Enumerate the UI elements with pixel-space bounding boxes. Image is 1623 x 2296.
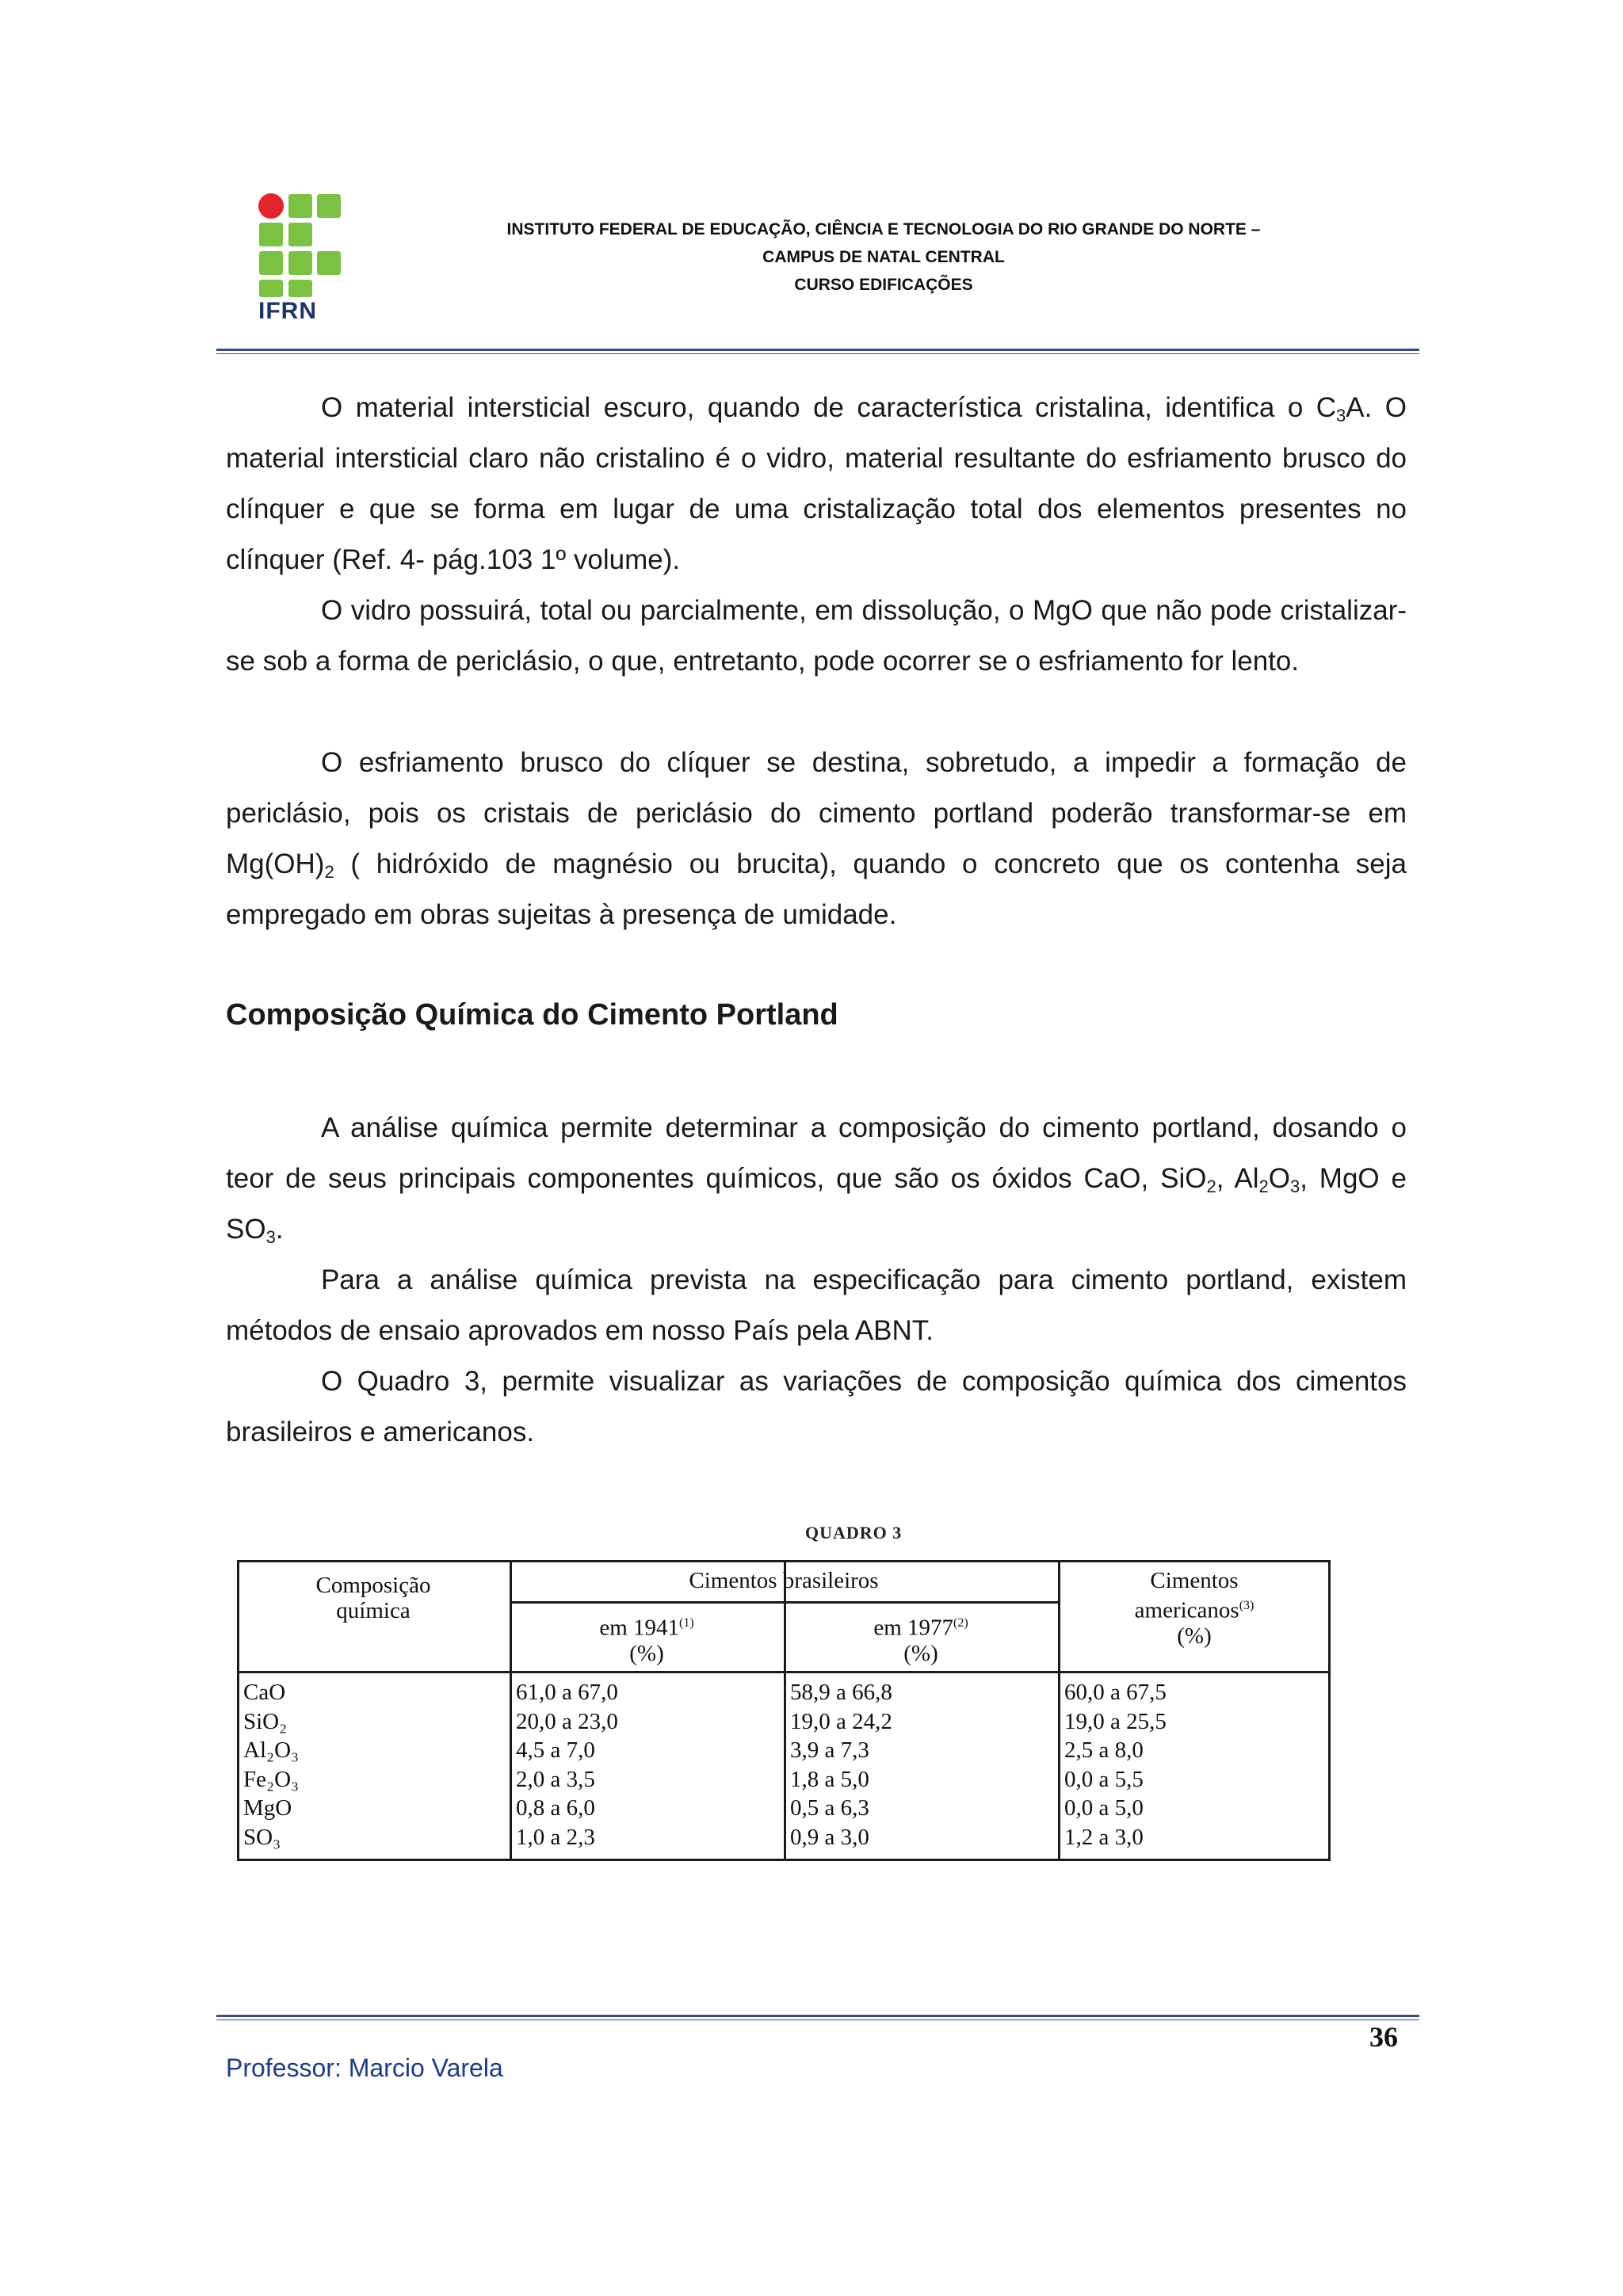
header-1977: em 1977$^{(2)}$ (%)	[873, 1615, 968, 1666]
col-americanos	[1064, 1678, 1167, 1852]
page-number: 36	[1369, 2021, 1398, 2053]
table-cell: 60,0 a 67,5	[1064, 1680, 1167, 1705]
course-line: CURSO EDIFICAÇÕES	[794, 276, 973, 294]
paragraph-2: O vidro possuirá, total ou parcialmente, em dissolução, o MgO que não pode cristalizar-se sob a forma de periclásio, o que, entretanto, pode ocorrer se o esfriamento for lento.	[226, 595, 1407, 677]
logo-square	[288, 280, 312, 297]
col-1977	[790, 1678, 892, 1852]
table-divider	[237, 1671, 1331, 1673]
table-cell: 20,0 a 23,0	[516, 1708, 618, 1734]
footer-rule	[216, 2015, 1419, 2017]
table-cell: Fe₂O₃	[243, 1766, 300, 1792]
logo-square	[259, 223, 283, 246]
table-cell: 2,0 a 3,5	[516, 1766, 595, 1792]
header-cimentos-brasileiros: Cimentos brasileiros	[689, 1568, 879, 1593]
table-cell: 0,0 a 5,5	[1064, 1766, 1144, 1792]
table-cell: 19,0 a 24,2	[790, 1708, 892, 1734]
logo-text: IFRN	[258, 298, 317, 324]
table-cell: SO₃	[243, 1824, 281, 1850]
col-1941	[516, 1678, 618, 1852]
logo-square	[288, 251, 312, 275]
logo-square	[288, 223, 312, 246]
table-cell: 4,5 a 7,0	[516, 1737, 595, 1763]
paragraph-6: O Quadro 3, permite visualizar as variações de composição química dos cimentos brasileiros e americanos.	[226, 1366, 1407, 1447]
campus-line: CAMPUS DE NATAL CENTRAL	[762, 248, 1005, 266]
composition-table	[237, 1560, 1331, 1861]
logo-square	[259, 280, 283, 297]
table-cell: 19,0 a 25,5	[1064, 1708, 1167, 1734]
logo-square	[288, 194, 312, 218]
table-cell: 3,9 a 7,3	[790, 1737, 869, 1763]
footer-rule-thin	[216, 2019, 1419, 2020]
logo-square	[317, 194, 341, 218]
table-cell: 0,8 a 6,0	[516, 1795, 595, 1821]
logo-square	[259, 251, 283, 275]
table-cell: 1,0 a 2,3	[516, 1824, 595, 1850]
institution-header	[444, 215, 1323, 299]
table-cell: 0,0 a 5,0	[1064, 1795, 1144, 1821]
table-cell: 1,2 a 3,0	[1064, 1824, 1144, 1850]
logo-square	[317, 251, 341, 275]
header-composicao: Composição química	[315, 1573, 431, 1623]
table-divider	[510, 1601, 1058, 1604]
table-cell: CaO	[243, 1680, 286, 1705]
section-heading: Composição Química do Cimento Portland	[226, 998, 838, 1032]
paragraph-3: O esfriamento brusco do clíquer se destina, sobretudo, a impedir a formação de periclásio, pois os cristais de periclásio do cimento portland poderão transformar-se em $Mg(OH)_2$ ( hidróxido de magnésio ou brucita), quando o concreto que os contenha seja empregado em obras sujeitas à presença de umidade.	[226, 747, 1407, 930]
paragraph-1: O material intersticial escuro, quando de característica cristalina, identifica o $C_3A$. O material intersticial claro não cristalino é o vidro, material resultante do esfriamento brusco do clínquer e que se forma em lugar de uma cristalização total dos elementos presentes no clínquer (Ref. 4- pág.103 1º volume).	[226, 392, 1407, 575]
table-cell: 0,9 a 3,0	[790, 1824, 869, 1850]
table-cell: 0,5 a 6,3	[790, 1795, 869, 1821]
paragraph-4: A análise química permite determinar a composição do cimento portland, dosando o teor de seus principais componentes químicos, que são os óxidos CaO, SiO$_2$, $Al_2O_3$, MgO e $SO_3$.	[226, 1112, 1407, 1247]
table-cell: 58,9 a 66,8	[790, 1680, 892, 1705]
table-cell: 2,5 a 8,0	[1064, 1737, 1144, 1763]
table-cell: 1,8 a 5,0	[790, 1766, 869, 1792]
table-cell: SiO₂	[243, 1708, 288, 1734]
header-rule-thin	[216, 353, 1419, 354]
table-cell: 61,0 a 67,0	[516, 1680, 618, 1705]
header-1941: em 1941$^{(1)}$ (%)	[599, 1615, 694, 1666]
institution-line: INSTITUTO FEDERAL DE EDUCAÇÃO, CIÊNCIA E TECNOLOGIA DO RIO GRANDE DO NORTE –	[506, 220, 1261, 238]
table-cell: Al₂O₃	[243, 1737, 300, 1763]
footer-professor: Professor: Marcio Varela	[226, 2054, 503, 2082]
table-cell: MgO	[243, 1795, 292, 1821]
logo-red-dot-icon	[258, 193, 284, 219]
header-rule	[216, 349, 1419, 351]
table-divider	[510, 1560, 512, 1861]
quadro-title: QUADRO 3	[805, 1523, 903, 1543]
table-divider	[784, 1560, 786, 1861]
paragraph-5: Para a análise química prevista na especificação para cimento portland, existem métodos de ensaio aprovados em nosso País pela ABNT.	[226, 1264, 1407, 1346]
col-compounds	[243, 1678, 299, 1852]
header-americanos: Cimentos americanos$^{(3)}$ (%)	[1134, 1568, 1254, 1649]
ifrn-logo	[258, 193, 342, 326]
